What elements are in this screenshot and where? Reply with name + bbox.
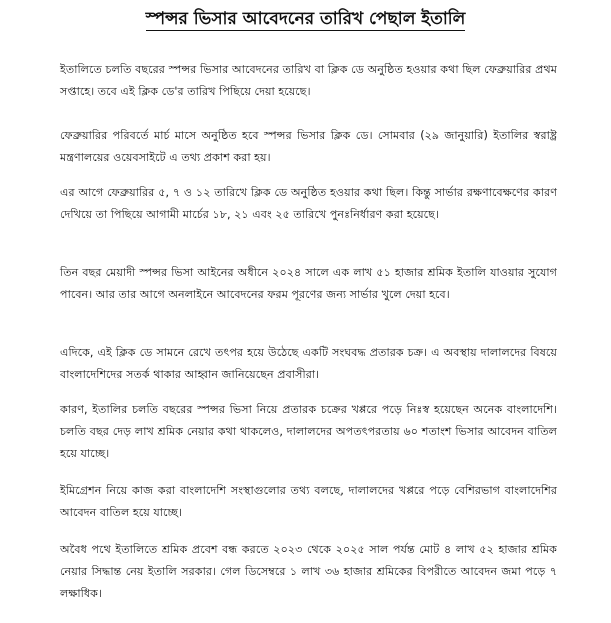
page-title-text: স্পন্সর ভিসার আবেদনের তারিখ পেছাল ইতালি [145,9,466,29]
paragraph-4: তিন বছর মেয়াদী স্পন্সর ভিসা আইনের অধীনে ২০২৪ সালে এক লাখ ৫১ হাজার শ্রমিক ইতালি যাওয়ার সুযোগ পাবেন। আর তার আগে অনলাইনে আবেদনের ফরম পূরণের জন্য সার্ভার খুলে দেয়া হবে। [60,266,557,301]
paragraph-1: ইতালিতে চলতি বছরের স্পন্সর ভিসার আবেদনের তারিখ বা ক্লিক ডে অনুষ্ঠিত হওয়ার কথা ছিল ফেব্রুয়ারির প্রথম সপ্তাহে। তবে এই ক্লিক ডে'র তারিখ পিছিয়ে দেয়া হয়েছে। [60,63,557,98]
paragraph-3: এর আগে ফেব্রুয়ারির ৫, ৭ ও ১২ তারিখে ক্লিক ডে অনুষ্ঠিত হওয়ার কথা ছিল। কিন্তু সার্ভার রক্ষণাবেক্ষণের কারণ দেখিয়ে তা পিছিয়ে আগামী মার্চের ১৮, ২১ এবং ২৫ তারিখে পুনঃনির্ধারণ করা হয়েছে। [60,186,557,221]
paragraph-5: এদিকে, এই ক্লিক ডে সামনে রেখে তৎপর হয়ে উঠেছে একটি সংঘবদ্ধ প্রতারক চক্র। এ অবস্থায় দালালদের বিষয়ে বাংলাদেশিদের সতর্ক থাকার আহ্বান জানিয়েছেন প্রবাসীরা। [60,346,557,381]
paragraph-2: ফেব্রুয়ারির পরিবর্তে মার্চ মাসে অনুষ্ঠিত হবে স্পন্সর ভিসার ক্লিক ডে। সোমবার (২৯ জানুয়ারি) ইতালির স্বরাষ্ট্র মন্ত্রণালয়ের ওয়েবসাইটে এ তথ্য প্রকাশ করা হয়। [60,129,557,164]
paragraph-8: অবৈধ পথে ইতালিতে শ্রমিক প্রবেশ বন্ধ করতে ২০২৩ থেকে ২০২৫ সাল পর্যন্ত মোট ৪ লাখ ৫২ হাজার শ্রমিক নেয়ার সিদ্ধান্ত নেয় ইতালি সরকার। গেল ডিসেম্বরে ১ লাখ ৩৬ হাজার শ্রমিকের বিপরীতে আবেদন জমা পড়ে ৭ লক্ষাধিক। [60,543,557,600]
paragraph-7: ইমিগ্রেশন নিয়ে কাজ করা বাংলাদেশি সংস্থাগুলোর তথ্য বলছে, দালালদের খপ্পরে পড়ে বেশিরভাগ বাংলাদেশির আবেদন বাতিল হয়ে যাচ্ছে। [60,484,557,519]
page-title [0,8,611,30]
paragraph-6: কারণ, ইতালির চলতি বছরের স্পন্সর ভিসা নিয়ে প্রতারক চক্রের খপ্পরে পড়ে নিঃস্ব হয়েছেন অনেক বাংলাদেশি। চলতি বছর দেড় লাখ শ্রমিক নেয়ার কথা থাকলেও, দালালদের অপতৎপরতায় ৬০ শতাংশ ভিসার আবেদন বাতিল হয়ে যাচ্ছে। [60,403,557,460]
